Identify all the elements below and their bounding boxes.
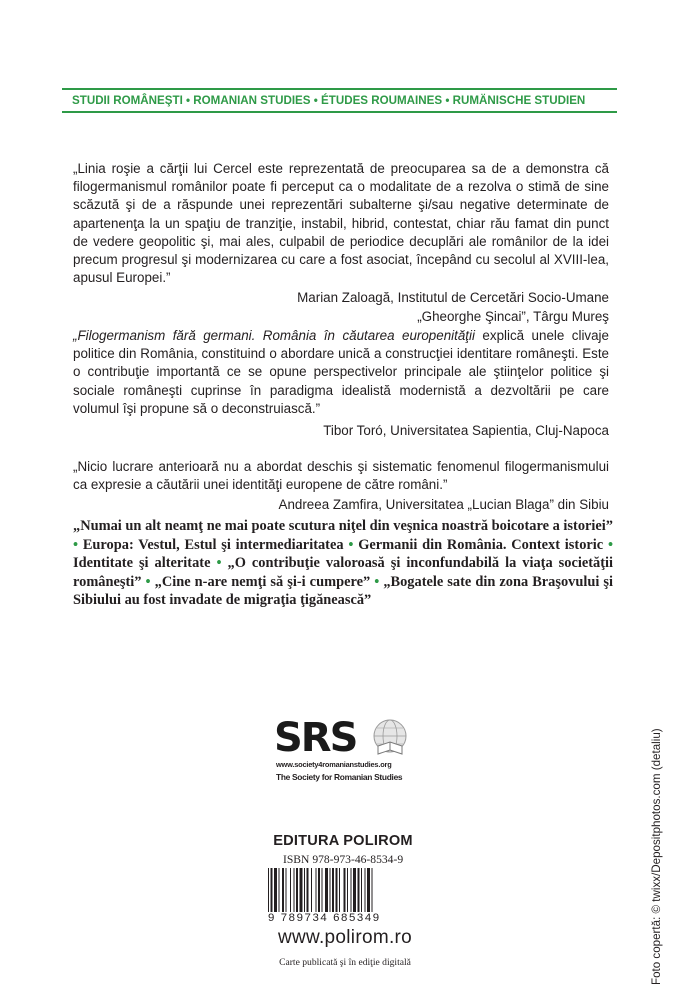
bullet-separator: • xyxy=(73,536,83,553)
srs-url: www.society4romanianstudies.org xyxy=(276,760,392,769)
bullet-separator: • xyxy=(343,536,359,553)
publisher-website: www.polirom.ro xyxy=(277,927,413,948)
bullet-separator: • xyxy=(141,573,155,590)
isbn: ISBN 978-973-46-8534-9 xyxy=(283,853,404,866)
topic-item: „O contribuţie valoroasă şi inconfundabilă la viaţa societăţii româneşti” xyxy=(73,555,613,590)
quote-author: Tibor Toró, Universitatea Sapientia, Cluj-Napoca xyxy=(323,423,609,439)
quote-body: explică unele clivaje politice din România, constituind o abordare unică a construcţiei identitare româneşti. Este o contribuţie importantă ce se opune perspectivelor principale ale ştiinţelor politice şi sociale româneşti cuprinse în paradigma idealistă modernistă a dezvoltării pe care volumul îşi propune să o deconstruiască.” xyxy=(73,328,609,416)
bullet-separator: • xyxy=(210,555,228,572)
review-quote-2 xyxy=(73,327,609,440)
globe-book-icon xyxy=(370,718,410,758)
quote-author: Andreea Zamfira, Universitatea „Lucian Blaga” din Sibiu xyxy=(278,497,609,513)
quote-text: „Linia roşie a cărţii lui Cercel este reprezentată de preocuparea sa de a demonstra că filogermanismul românilor poate fi perceput ca o modalitate de a rezolva o stimă de sine scăzută şi de a răspunde unei reprezentări subalterne şi/sau negative determinate de apartenenţa la un spaţiu de tranziţie, instabil, hibrid, contestat, chiar rău famat din punct de vedere geopolitic şi, mai ales, culpabil de periodice decuplări ale românilor de la idei precum progresul şi modernizarea cu care a fost asociat, începând cu secolul al XVIII-lea, apusul Europei.” xyxy=(73,161,609,286)
quote-author: Marian Zaloagă, Institutul de Cercetări Socio-Umane xyxy=(297,290,609,306)
topic-item: „Bogatele sate din zona Braşovului şi Sibiului au fost invadate de migraţia ţigănească” xyxy=(73,573,614,609)
quote-affiliation: „Gheorghe Şincai”, Târgu Mureş xyxy=(417,308,609,324)
bullet-separator: • xyxy=(370,573,384,590)
chapter-topics xyxy=(73,517,613,610)
srs-name: The Society for Romanian Studies xyxy=(276,772,403,782)
series-title-bar: STUDII ROMÂNEŞTI • ROMANIAN STUDIES • ÉTUDES ROUMAINES • RUMÄNISCHE STUDIEN xyxy=(62,88,617,113)
barcode xyxy=(266,868,424,916)
srs-logo xyxy=(274,716,414,788)
barcode-digits: 9 789734 685349 xyxy=(268,912,422,924)
digital-edition-note: Carte publicată şi în ediţie digitală xyxy=(279,957,411,968)
topic-item: Europa: Vestul, Estul şi intermediaritatea xyxy=(82,536,344,553)
quote-text xyxy=(73,327,609,418)
topic-item: Identitate şi alteritate xyxy=(73,555,211,572)
topic-item: „Cine n-are nemţi să şi-i cumpere” xyxy=(154,573,371,590)
photo-credit: Foto copertă: © twixx/Depositphotos.com (detaliu) xyxy=(650,728,663,985)
review-quote-1 xyxy=(73,160,609,326)
review-quote-3 xyxy=(73,458,609,515)
bullet-separator: • xyxy=(603,536,613,553)
quote-text: „Nicio lucrare anterioară nu a abordat deschis şi sistematic fenomenul filogermanismului ca expresie a căutării unei identităţi europene de către români.” xyxy=(73,459,609,493)
publisher-name: EDITURA POLIROM xyxy=(273,833,413,849)
book-title: „Filogermanism fără germani. România în căutarea europenităţii xyxy=(73,328,475,343)
srs-letters: SRS xyxy=(274,715,357,761)
topic-item: „Numai un alt neamţ ne mai poate scutura niţel din veşnica noastră boicotare a istoriei” xyxy=(73,518,613,534)
topic-item: Germanii din România. Context istoric xyxy=(358,536,604,553)
